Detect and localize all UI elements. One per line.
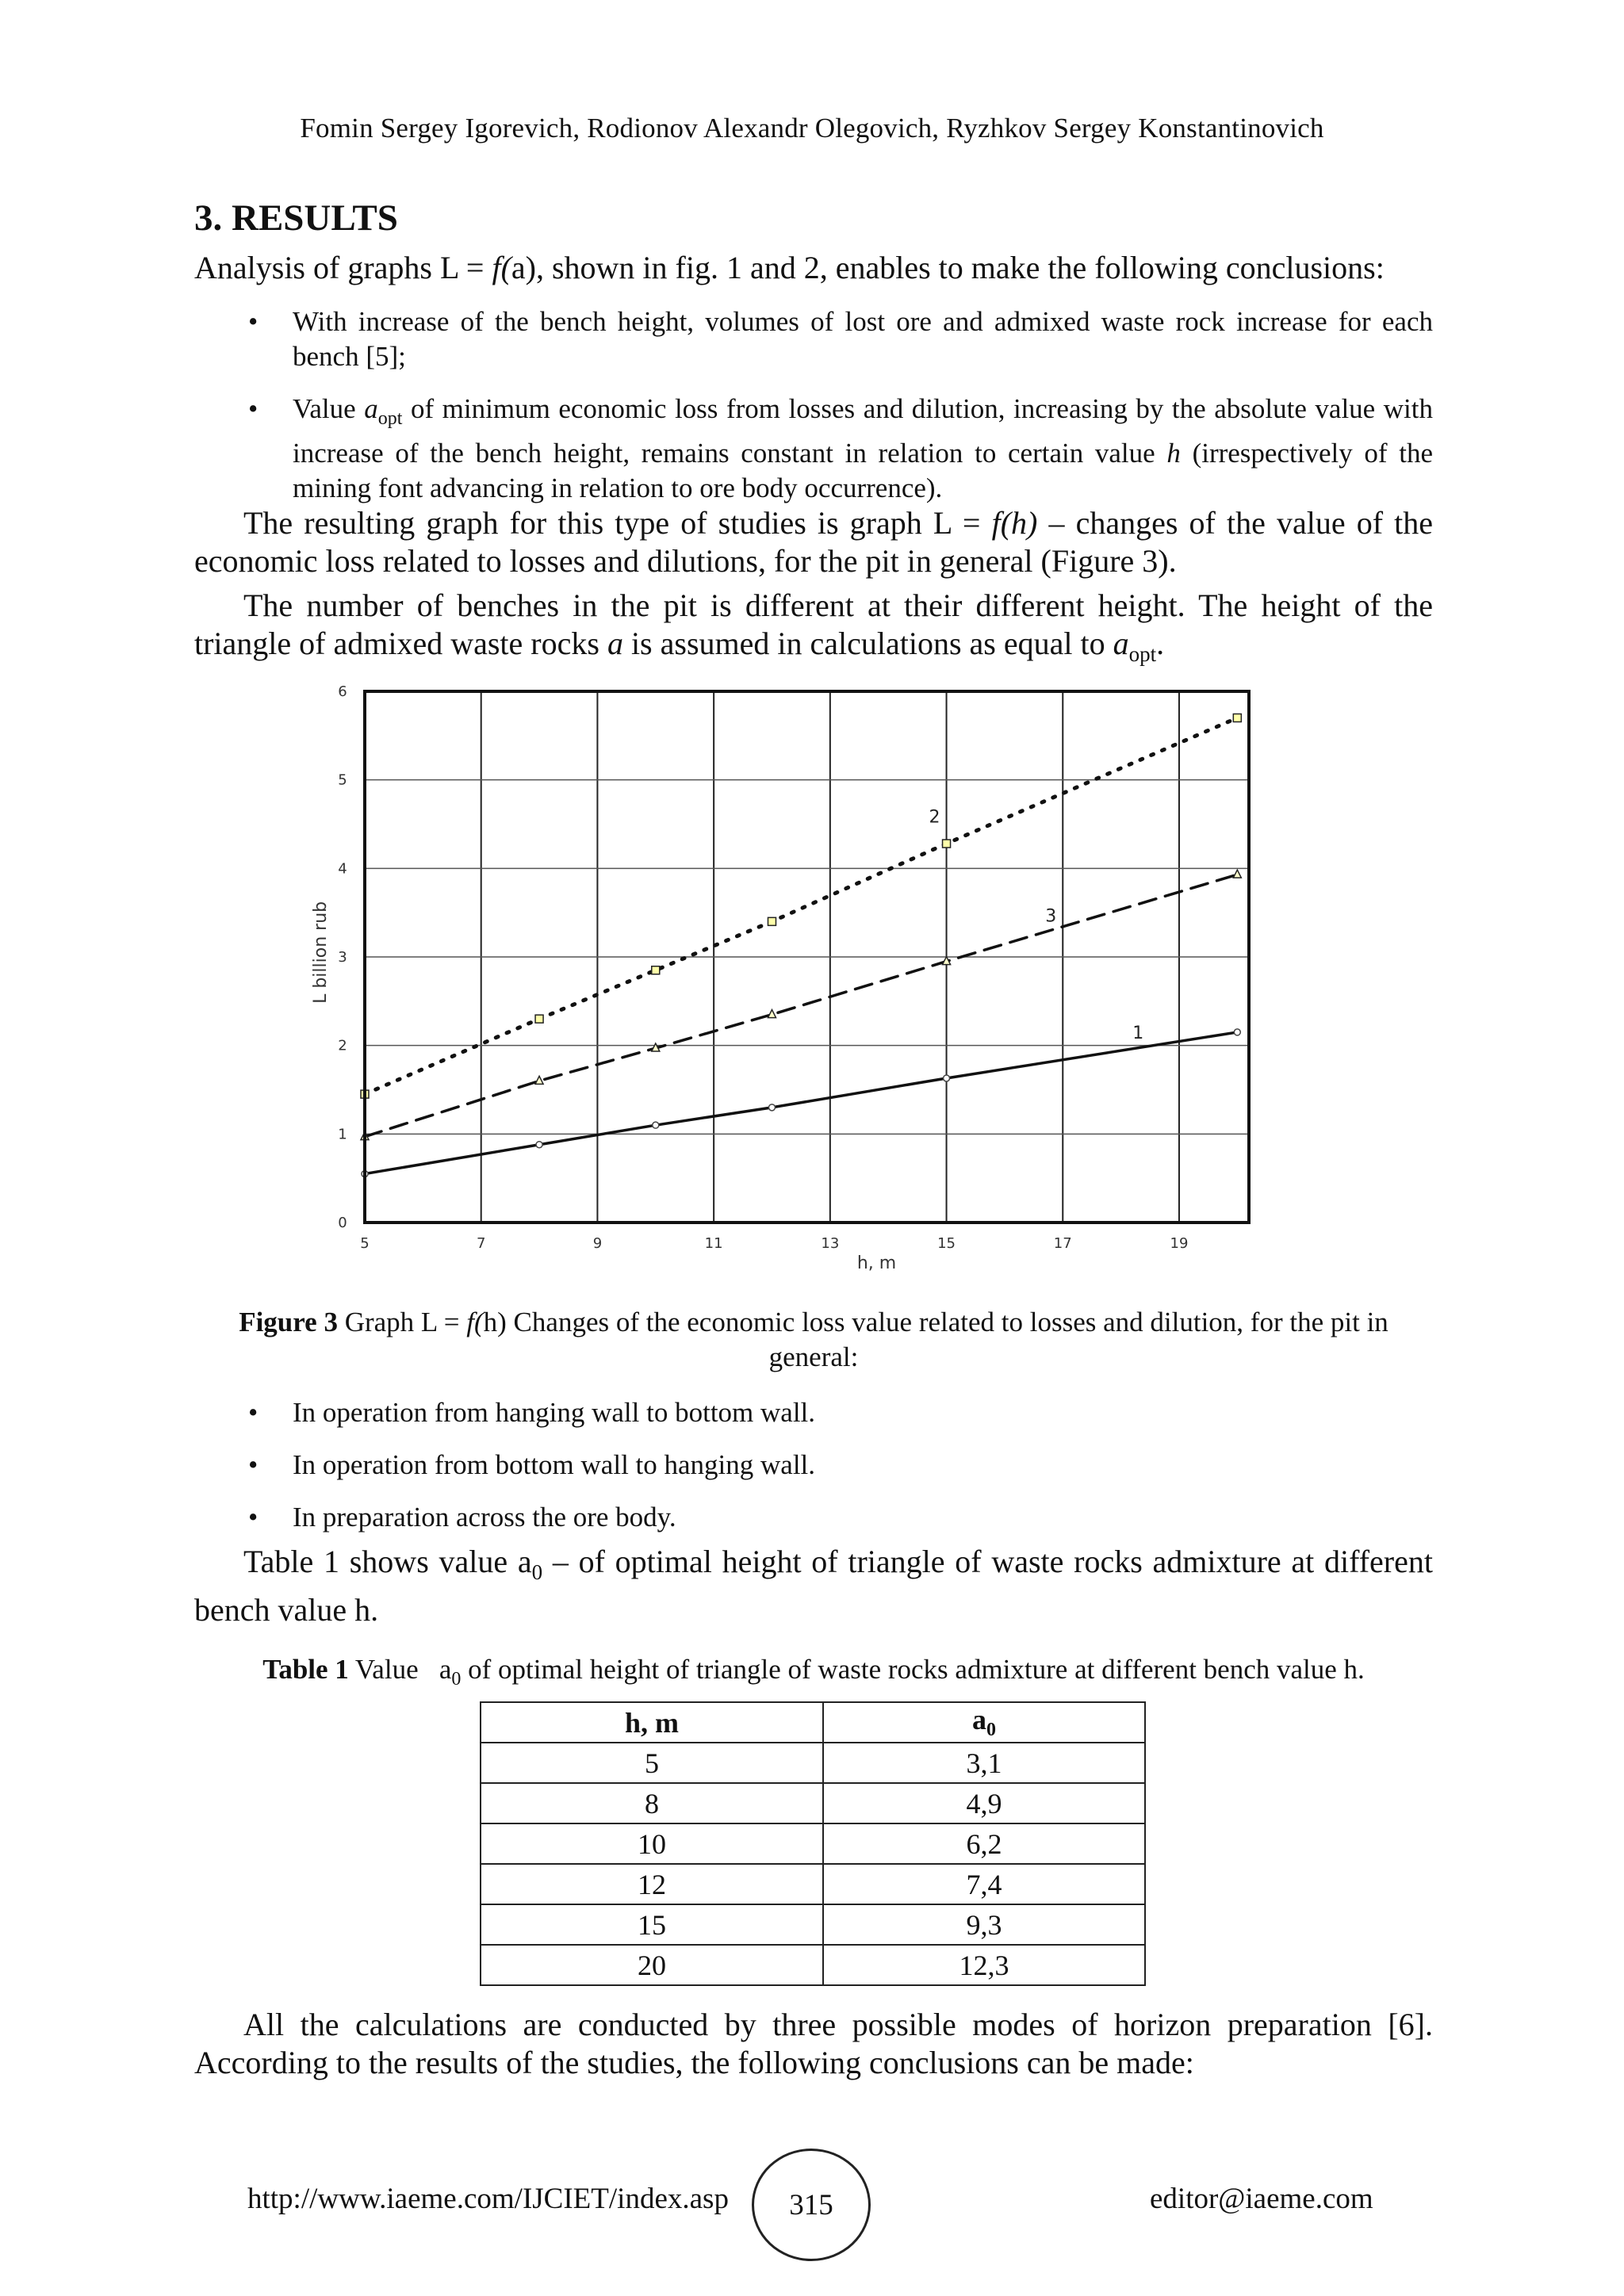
list-item: • In preparation across the ore body. bbox=[248, 1502, 676, 1533]
x-tick-label: 9 bbox=[592, 1235, 603, 1252]
table-cell-a0: 12,3 bbox=[823, 1945, 1145, 1985]
table-cell-h: 5 bbox=[481, 1743, 823, 1783]
data-point bbox=[653, 1122, 659, 1128]
x-tick-label: 19 bbox=[1170, 1235, 1189, 1252]
footer-email-link[interactable]: editor@iaeme.com bbox=[1150, 2183, 1373, 2215]
table-header-h: h, m bbox=[481, 1702, 823, 1743]
data-point bbox=[535, 1015, 543, 1023]
table-row bbox=[481, 1904, 1145, 1945]
series-label: 2 bbox=[929, 807, 940, 828]
page-number: 315 bbox=[752, 2149, 871, 2261]
running-header: Fomin Sergey Igorevich, Rodionov Alexandr Olegovich, Ryzhkov Sergey Konstantinovich bbox=[300, 113, 1324, 144]
table-header-a0: $a_0$ bbox=[823, 1702, 1145, 1743]
y-tick-label: 3 bbox=[338, 949, 347, 966]
x-tick-label: 7 bbox=[476, 1235, 486, 1252]
list-item: • In operation from hanging wall to bottom wall. bbox=[248, 1397, 816, 1428]
y-tick-label: 0 bbox=[338, 1215, 347, 1231]
y-tick-label: 4 bbox=[338, 860, 347, 878]
series-label: 1 bbox=[1132, 1023, 1144, 1043]
y-tick-label: 5 bbox=[338, 771, 347, 789]
series-label: 3 bbox=[1045, 906, 1057, 927]
table-row bbox=[481, 1864, 1145, 1904]
table-row bbox=[481, 1783, 1145, 1823]
table-cell-h: 15 bbox=[481, 1904, 823, 1945]
data-point bbox=[943, 840, 951, 848]
x-tick-label: 15 bbox=[937, 1235, 956, 1252]
table-cell-h: 12 bbox=[481, 1864, 823, 1904]
table-cell-h: 20 bbox=[481, 1945, 823, 1985]
data-point bbox=[1234, 1029, 1240, 1035]
figure-3-chart bbox=[313, 682, 1265, 1284]
figure-caption: Figure 3 Graph L = f(h) Changes of the economic loss value related to losses and dilution, for the pit in general: bbox=[239, 1307, 1388, 1372]
section-title: 3. RESULTS bbox=[194, 197, 398, 239]
x-tick-label: 11 bbox=[704, 1235, 723, 1252]
chart-grid bbox=[365, 691, 1249, 1223]
data-point bbox=[768, 1104, 775, 1111]
body-paragraph: The resulting graph for this type of studies is graph L = f(h) – changes of the value of the economic loss related to losses and dilutions, for the pit in general (Figure 3). bbox=[194, 505, 1433, 579]
table-cell-a0: 4,9 bbox=[823, 1783, 1145, 1823]
footer-url-link[interactable]: http://www.iaeme.com/IJCIET/index.asp bbox=[247, 2183, 729, 2215]
table-caption: Table 1 Value $a_0$ of optimal height of triangle of waste rocks admixture at different bench value h. bbox=[262, 1654, 1365, 1689]
x-tick-label: 13 bbox=[821, 1235, 840, 1252]
table-cell-a0: 7,4 bbox=[823, 1864, 1145, 1904]
legend-list bbox=[194, 1395, 1433, 1535]
table-1 bbox=[480, 1701, 1146, 1986]
y-tick-label: 2 bbox=[338, 1037, 347, 1054]
x-axis-label: h, m bbox=[856, 1253, 897, 1273]
table-cell-h: 8 bbox=[481, 1783, 823, 1823]
list-item: • Value $a_{opt}$ of minimum economic loss from losses and dilution, increasing by the absolute value with increase of the bench height, remains constant in relation to certain value h (irrespectively of the mining font advancing in relation to ore body occurrence). bbox=[248, 393, 1433, 503]
body-paragraph: Table 1 shows value $a_0$ – of optimal height of triangle of waste rocks admixture at different bench value h. bbox=[194, 1544, 1433, 1628]
table-cell-a0: 9,3 bbox=[823, 1904, 1145, 1945]
data-point bbox=[1233, 714, 1241, 722]
line-chart bbox=[313, 682, 1265, 1284]
list-item: • With increase of the bench height, volumes of lost ore and admixed waste rock increase for each bench [5]; bbox=[248, 306, 1433, 372]
data-point bbox=[652, 966, 660, 974]
conclusions-list bbox=[194, 304, 1433, 506]
body-paragraph: All the calculations are conducted by three possible modes of horizon preparation [6]. According to the results of the studies, the following conclusions can be made: bbox=[194, 2007, 1433, 2080]
x-tick-label: 5 bbox=[360, 1235, 370, 1252]
y-tick-label: 1 bbox=[338, 1126, 347, 1143]
y-tick-label: 6 bbox=[338, 683, 347, 700]
intro-paragraph: Analysis of graphs L = f(a), shown in fig. 1 and 2, enables to make the following conclusions: bbox=[194, 250, 1385, 285]
page-footer bbox=[0, 2149, 1624, 2252]
table-cell-a0: 6,2 bbox=[823, 1823, 1145, 1864]
table-header-row bbox=[481, 1702, 1145, 1743]
x-tick-label: 17 bbox=[1053, 1235, 1072, 1252]
data-point bbox=[944, 1075, 950, 1081]
y-axis-label: L billion rub bbox=[311, 901, 331, 1004]
table-row bbox=[481, 1823, 1145, 1864]
data-point bbox=[536, 1142, 542, 1148]
data-point bbox=[768, 917, 776, 925]
list-item: • In operation from bottom wall to hanging wall. bbox=[248, 1449, 816, 1480]
table-cell-h: 10 bbox=[481, 1823, 823, 1864]
table-row bbox=[481, 1945, 1145, 1985]
table-cell-a0: 3,1 bbox=[823, 1743, 1145, 1783]
body-paragraph: The number of benches in the pit is different at their different height. The height of the triangle of admixed waste rocks a is assumed in calculations as equal to $a_{opt}$. bbox=[194, 587, 1433, 666]
table-row bbox=[481, 1743, 1145, 1783]
